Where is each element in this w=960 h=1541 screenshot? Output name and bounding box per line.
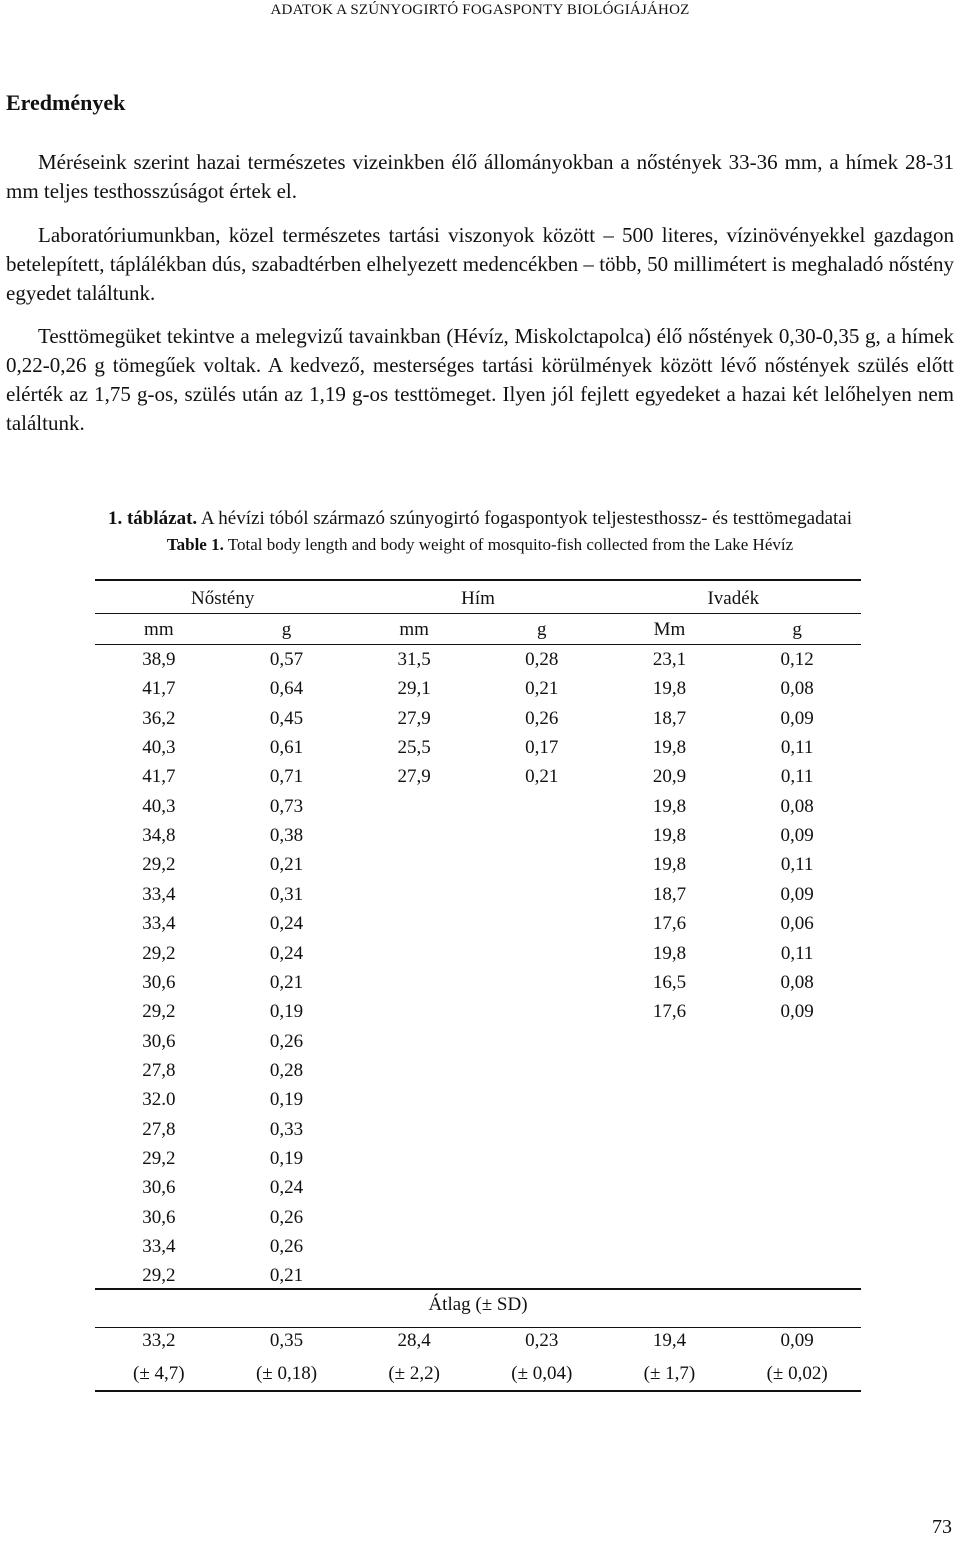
table-cell	[733, 1056, 861, 1085]
sd-cell: (± 0,18)	[255, 1363, 318, 1384]
table-cell	[733, 1232, 861, 1261]
table-cell: 29,2	[142, 1147, 176, 1169]
table-cell	[478, 939, 606, 968]
table-cell: 0,24	[269, 1177, 304, 1199]
table-row	[95, 850, 861, 879]
table-group-rule	[95, 613, 861, 614]
table-cell: 19,8	[652, 795, 687, 817]
mean-cell: 28,4	[397, 1330, 431, 1351]
table-cell: 27,8	[142, 1059, 176, 1081]
table-cell: 0,09	[780, 1001, 814, 1023]
table-cell: 30,6	[142, 1030, 176, 1052]
mean-cell: 0,35	[269, 1330, 304, 1351]
table-cell	[733, 1115, 861, 1144]
table-cell	[606, 1203, 734, 1232]
table-cell: 0,31	[269, 883, 304, 905]
table-cell	[478, 821, 606, 850]
table-cell: 0,09	[780, 825, 814, 847]
table-cell: 17,6	[652, 913, 687, 935]
table-cell: 33,4	[142, 913, 176, 935]
table-cell	[478, 1261, 606, 1290]
mean-label: Átlag (± SD)	[428, 1294, 528, 1315]
table-cell	[478, 997, 606, 1026]
table-cell: 0,28	[525, 649, 559, 670]
table-cell	[606, 1115, 734, 1144]
table-cell: 0,09	[780, 707, 814, 729]
table-cell: 32.0	[142, 1089, 176, 1111]
table-cell	[350, 792, 478, 821]
caption-label: Table 1.	[166, 535, 224, 554]
table-mean-rule	[95, 1288, 861, 1290]
table-cell: 0,73	[269, 795, 304, 817]
table-cell: 0,11	[780, 737, 814, 759]
mean-cell: 33,2	[142, 1330, 176, 1351]
table-cell	[350, 1115, 478, 1144]
table-cell: 0,28	[269, 1059, 304, 1081]
table-cell: 27,9	[397, 766, 431, 788]
table-cell	[606, 1027, 734, 1056]
table-cell	[733, 1027, 861, 1056]
table-row	[95, 762, 861, 791]
table-caption-hungarian	[0, 508, 960, 530]
table-cell: 0,21	[525, 766, 559, 788]
table-cell	[606, 1056, 734, 1085]
table-row	[95, 1144, 861, 1173]
table-cell	[350, 1232, 478, 1261]
table-cell: 0,19	[269, 1089, 304, 1111]
table-row	[95, 997, 861, 1026]
table-cell: 40,3	[142, 795, 176, 817]
paragraph-3: Testtömegüket tekintve a melegvizű tavainkban (Hévíz, Miskolctapolca) élő nőstények 0,30-0,35 g, a hímek 0,22-0,26 g tömegűek voltak. A kedvező, mesterséges tartási körülmények között lévő nőstények szülés előtt elérték az 1,75 g-os, szülés után az 1,19 g-os testtömeget. Ilyen jól fejlett egyedeket a hazai két lelőhelyen nem találtunk.	[6, 324, 954, 435]
table-units-header	[95, 615, 861, 644]
table-group-header	[95, 584, 861, 613]
table-row	[95, 821, 861, 850]
table-cell: 18,7	[652, 883, 687, 905]
table-cell	[478, 850, 606, 879]
table-row	[95, 909, 861, 938]
table-cell: 0,26	[525, 707, 559, 729]
table-row	[95, 939, 861, 968]
table-cell: 0,21	[269, 854, 304, 876]
table-cell: 41,7	[142, 766, 176, 788]
table-cell	[478, 1056, 606, 1085]
table-cell	[606, 1085, 734, 1114]
paragraph-2: Laboratóriumunkban, közel természetes tartási viszonyok között – 500 literes, vízinövényekkel gazdagon betelepített, táplálékban dús, szabadtérben elhelyezett medencékben – több, 50 millimétert is meghaladó nőstény egyedet találtunk.	[6, 223, 954, 305]
group-header-female: Nőstény	[191, 588, 255, 609]
table-cell	[478, 1173, 606, 1202]
table-cell	[733, 1085, 861, 1114]
table-cell: 25,5	[397, 737, 431, 759]
table-cell	[478, 880, 606, 909]
table-cell: 0,21	[269, 1265, 304, 1287]
table-cell	[478, 792, 606, 821]
table-cell	[350, 1203, 478, 1232]
table-cell	[733, 1261, 861, 1290]
paragraph-1: Méréseink szerint hazai természetes vizeinkben élő állományokban a nőstények 33-36 mm, a hímek 28-31 mm teljes testhosszúságot értek el.	[6, 150, 954, 203]
unit-header: mm	[144, 619, 174, 640]
table-cell: 30,6	[142, 1177, 176, 1199]
sd-cell: (± 2,2)	[388, 1363, 440, 1384]
table-cell: 0,21	[525, 678, 559, 700]
section-heading: Eredmények	[6, 90, 126, 115]
table-row	[95, 1203, 861, 1232]
sd-cell: (± 1,7)	[643, 1363, 696, 1384]
table-cell	[350, 880, 478, 909]
table-cell: 30,6	[142, 1206, 176, 1228]
unit-header: g	[281, 619, 292, 640]
table-cell	[350, 939, 478, 968]
table-cell: 0,26	[269, 1030, 304, 1052]
table-row	[95, 1173, 861, 1202]
table-cell: 27,8	[142, 1118, 176, 1140]
table-cell: 20,9	[652, 766, 687, 788]
sd-cell: (± 0,02)	[766, 1363, 828, 1384]
table-cell: 40,3	[142, 737, 176, 759]
table-cell: 0,24	[269, 942, 304, 964]
table-cell	[350, 909, 478, 938]
table-cell: 27,9	[397, 707, 431, 729]
unit-header: Mm	[653, 619, 686, 640]
table-cell: 0,26	[269, 1236, 304, 1257]
table-cell	[350, 1056, 478, 1085]
table-bottom-rule	[95, 1390, 861, 1392]
table-row	[95, 880, 861, 909]
table-cell	[478, 968, 606, 997]
caption-text: Total body length and body weight of mosquito-fish collected from the Lake Hévíz	[223, 535, 794, 554]
table-row	[95, 733, 861, 762]
table-cell	[350, 1085, 478, 1114]
table-cell: 41,7	[142, 678, 176, 700]
table-cell: 0,24	[269, 913, 304, 935]
table-cell	[478, 1203, 606, 1232]
sd-cell: (± 4,7)	[133, 1363, 185, 1384]
table-cell	[478, 1232, 606, 1261]
table-cell: 0,06	[780, 913, 814, 935]
table-cell: 29,2	[142, 1265, 176, 1287]
table-cell: 34,8	[142, 825, 176, 847]
table-cell: 0,11	[780, 854, 814, 876]
table-cell	[350, 821, 478, 850]
table-row	[95, 1261, 861, 1290]
table-caption-english	[0, 535, 960, 555]
table-cell: 0,17	[525, 737, 559, 759]
table-cell: 0,71	[269, 766, 304, 788]
sd-cell: (± 0,04)	[511, 1363, 573, 1384]
unit-header: g	[792, 619, 802, 640]
table-cell: 0,57	[269, 649, 304, 670]
table-cell	[733, 1203, 861, 1232]
table-mean-row	[95, 1326, 861, 1355]
table-cell: 19,8	[652, 942, 687, 964]
table-row	[95, 1027, 861, 1056]
caption-label: 1. táblázat.	[107, 508, 198, 529]
table-cell: 19,8	[652, 678, 687, 700]
table-cell: 18,7	[652, 707, 687, 729]
mean-cell: 19,4	[652, 1330, 687, 1351]
mean-cell: 0,09	[780, 1330, 814, 1351]
table-cell: 19,8	[652, 737, 687, 759]
table-cell: 0,19	[269, 1001, 304, 1023]
table-cell: 19,8	[652, 825, 687, 847]
table-cell: 0,12	[780, 649, 814, 670]
table-row	[95, 645, 861, 674]
table-cell: 16,5	[652, 971, 687, 993]
table-row	[95, 704, 861, 733]
running-header: ADATOK A SZÚNYOGIRTÓ FOGASPONTY BIOLÓGIÁJÁHOZ	[270, 2, 690, 18]
table-cell: 30,6	[142, 971, 176, 993]
unit-header: mm	[399, 619, 429, 640]
table-sd-row	[95, 1359, 861, 1388]
caption-text: A hévízi tóból származó szúnyogirtó fogaspontyok teljestesthossz- és testtömegadatai	[197, 508, 852, 529]
group-header-juvenile: Ivadék	[707, 588, 760, 609]
page-number: 73	[932, 1516, 952, 1538]
table-cell: 31,5	[397, 649, 431, 670]
table-cell: 0,38	[269, 825, 304, 847]
table-cell: 0,26	[269, 1206, 304, 1228]
table-cell	[478, 909, 606, 938]
table-cell	[350, 968, 478, 997]
table-cell	[606, 1173, 734, 1202]
table-cell: 0,33	[269, 1118, 304, 1140]
table-row	[95, 968, 861, 997]
table-cell	[350, 997, 478, 1026]
table-row	[95, 1085, 861, 1114]
table-row	[95, 1115, 861, 1144]
table-cell	[478, 1085, 606, 1114]
table-cell: 0,61	[269, 737, 304, 759]
table-cell	[606, 1232, 734, 1261]
table-row	[95, 792, 861, 821]
table-cell: 0,11	[780, 766, 814, 788]
table-cell	[350, 850, 478, 879]
table-cell: 0,64	[269, 678, 304, 700]
table-cell: 0,45	[269, 707, 304, 729]
table-cell: 23,1	[652, 649, 687, 670]
table-cell	[350, 1027, 478, 1056]
table-cell	[350, 1261, 478, 1290]
table-cell: 38,9	[142, 649, 176, 670]
table-cell: 0,08	[780, 795, 814, 817]
table-cell	[606, 1261, 734, 1290]
table-cell	[733, 1173, 861, 1202]
table-cell: 0,09	[780, 883, 814, 905]
table-cell: 29,2	[142, 854, 176, 876]
table-cell: 33,4	[142, 1236, 176, 1257]
table-row	[95, 674, 861, 703]
table-cell: 33,4	[142, 883, 176, 905]
table-cell	[350, 1173, 478, 1202]
table-cell: 0,11	[780, 942, 814, 964]
table-cell	[606, 1144, 734, 1173]
table-cell	[478, 1144, 606, 1173]
table-row	[95, 1056, 861, 1085]
table-cell: 29,1	[397, 678, 431, 700]
table-cell: 19,8	[652, 854, 687, 876]
table-cell	[733, 1144, 861, 1173]
table-cell: 29,2	[142, 1001, 176, 1023]
table-cell: 17,6	[652, 1001, 687, 1023]
table-cell	[478, 1027, 606, 1056]
table-row	[95, 1232, 861, 1261]
table-cell	[478, 1115, 606, 1144]
table-cell: 0,08	[780, 678, 814, 700]
table-cell: 29,2	[142, 942, 176, 964]
unit-header: g	[537, 619, 547, 640]
table-cell: 36,2	[142, 707, 176, 729]
group-header-male: Hím	[461, 588, 495, 609]
table-top-rule	[95, 579, 861, 581]
table-cell: 0,19	[269, 1147, 304, 1169]
table-cell: 0,21	[269, 971, 304, 993]
mean-cell: 0,23	[525, 1330, 559, 1351]
table-cell	[350, 1144, 478, 1173]
table-cell: 0,08	[780, 971, 814, 993]
